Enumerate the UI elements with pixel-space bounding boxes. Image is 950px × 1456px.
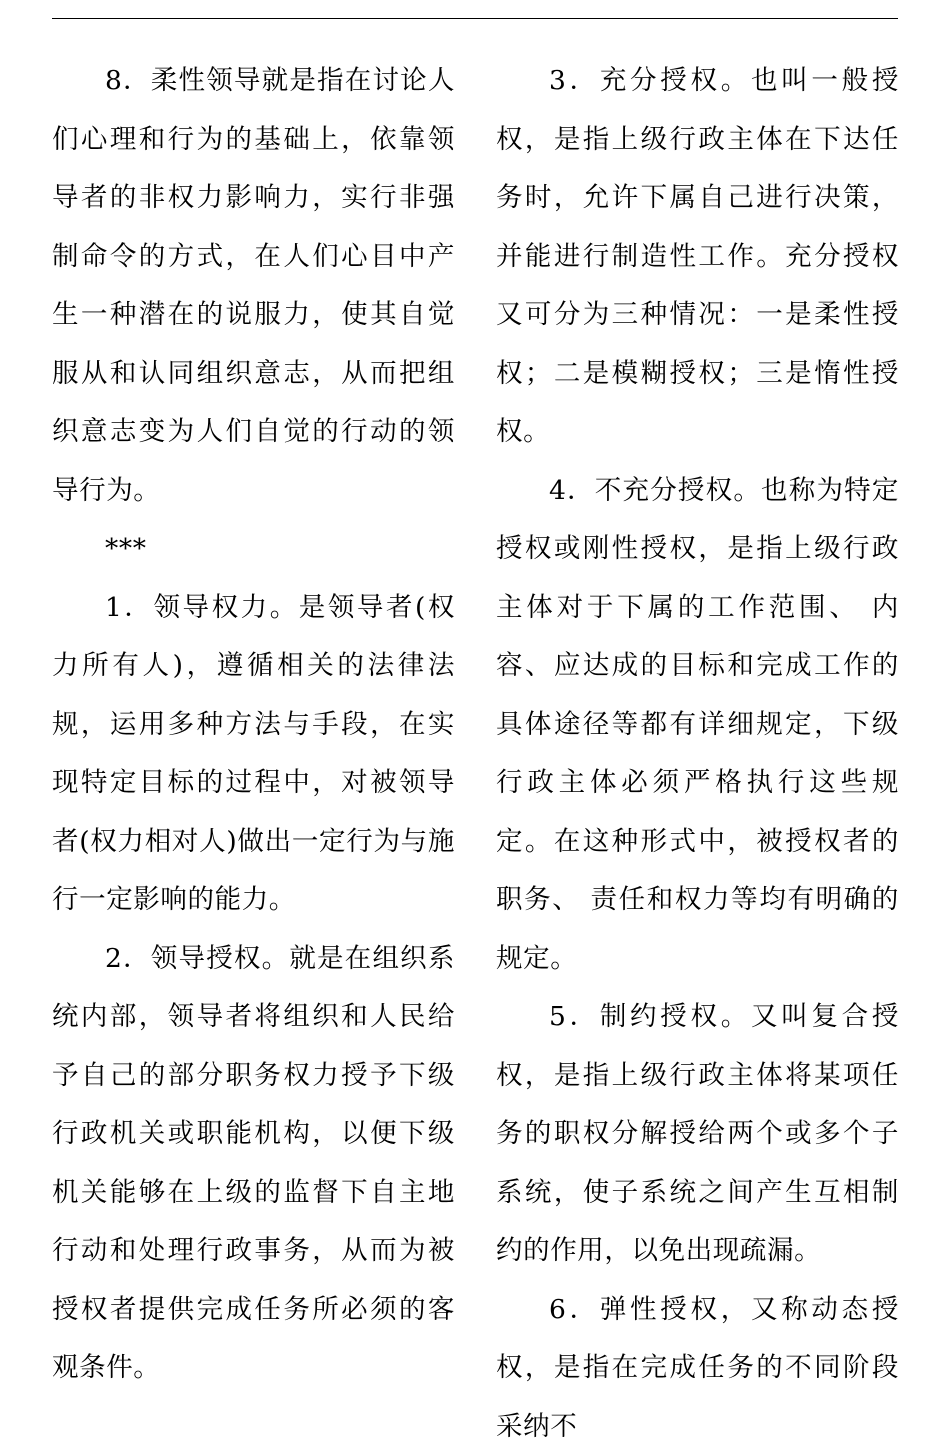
section-separator: *** (52, 520, 455, 579)
paragraph-elastic-authorization: 6．弹性授权，又称动态授权，是指在完成任务的不同阶段采纳不 (496, 1281, 899, 1456)
paragraph-flexible-leadership: 8．柔性领导就是指在讨论人们心理和行为的基础上，依靠领导者的非权力影响力，实行非强制命令的方式，在人们心目中产生一种潜在的说服力，使其自觉服从和认同组织意志，从而把组织意志变为人们自觉的行动的领导行为。 (52, 52, 455, 520)
right-column (496, 52, 899, 1456)
header-rule (52, 18, 898, 19)
left-column (52, 52, 455, 1398)
paragraph-leadership-authorization: 2．领导授权。就是在组织系统内部，领导者将组织和人民给予自己的部分职务权力授予下级行政机关或职能机构，以便下级机关能够在上级的监督下自主地行动和处理行政事务，从而为被授权者提供完成任务所必须的客观条件。 (52, 930, 455, 1398)
paragraph-leadership-power: 1．领导权力。是领导者(权力所有人)，遵循相关的法律法规，运用多种方法与手段，在实现特定目标的过程中，对被领导者(权力相对人)做出一定行为与施行一定影响的能力。 (52, 579, 455, 930)
paragraph-constrained-authorization: 5．制约授权。又叫复合授权，是指上级行政主体将某项任务的职权分解授给两个或多个子系统，使子系统之间产生互相制约的作用，以免出现疏漏。 (496, 988, 899, 1281)
paragraph-partial-authorization: 4．不充分授权。也称为特定授权或刚性授权，是指上级行政主体对于下属的工作范围、 内容、应达成的目标和完成工作的具体途径等都有详细规定，下级行政主体必须严格执行这些规定。在这种形式中，被授权者的职务、 责任和权力等均有明确的规定。 (496, 462, 899, 989)
paragraph-full-authorization: 3．充分授权。也叫一般授权，是指上级行政主体在下达任务时，允许下属自己进行决策，并能进行制造性工作。充分授权又可分为三种情况：一是柔性授权；二是模糊授权；三是惰性授权。 (496, 52, 899, 462)
